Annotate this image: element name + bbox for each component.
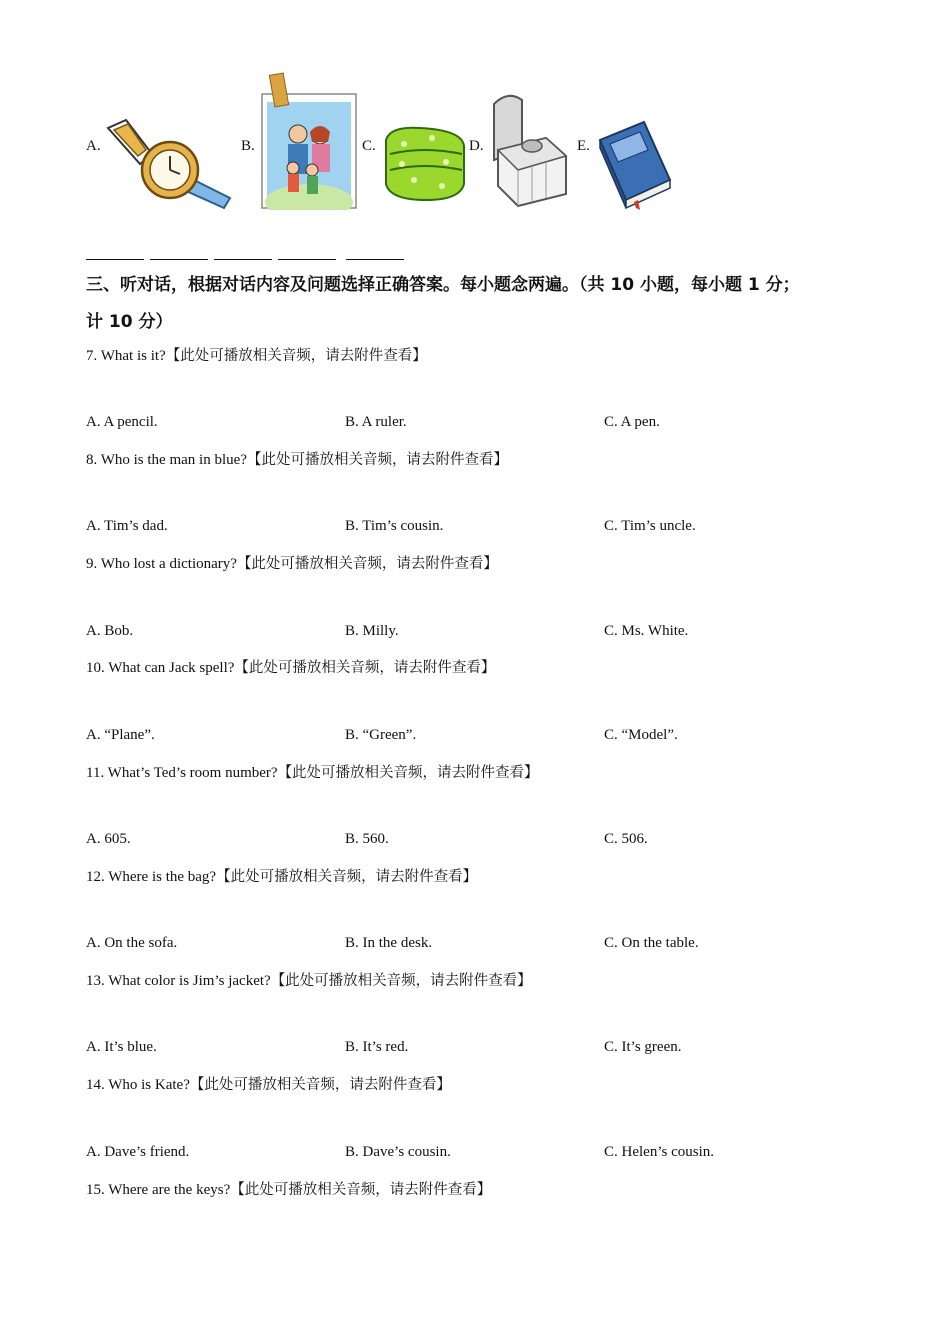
question-text: 15. Where are the keys? [86,1182,231,1198]
audio-note[interactable]: 【此处可播放相关音频，请去附件查看】 [277,765,539,781]
option-10a: A. “Plane”. [86,727,155,743]
bed-icon [488,90,570,208]
option-10c: C. “Model”. [604,727,678,743]
option-14a: A. Dave’s friend. [86,1144,190,1160]
picture-label-c: C. [362,138,376,154]
question-7 [86,344,427,365]
question-text: 12. Where is the bag? [86,869,217,885]
answer-blank-3[interactable] [214,253,272,260]
family-photo-icon [260,72,358,210]
option-7c: C. A pen. [604,414,660,430]
picture-label-d: D. [469,138,484,154]
question-text: 8. Who is the man in blue? [86,452,247,468]
option-13a: A. It’s blue. [86,1039,157,1055]
audio-note[interactable]: 【此处可播放相关音频，请去附件查看】 [230,1182,492,1198]
audio-note[interactable]: 【此处可播放相关音频，请去附件查看】 [270,973,532,989]
option-11c: C. 506. [604,831,648,847]
watch-icon [104,118,234,210]
question-15 [86,1178,491,1199]
option-9c: C. Ms. White. [604,623,689,639]
option-7b: B. A ruler. [345,414,407,430]
option-10b: B. “Green”. [345,727,417,743]
audio-note[interactable]: 【此处可播放相关音频，请去附件查看】 [189,1077,451,1093]
question-text: 13. What color is Jim’s jacket? [86,973,271,989]
option-12a: A. On the sofa. [86,935,178,951]
option-7a: A. A pencil. [86,414,158,430]
audio-note[interactable]: 【此处可播放相关音频，请去附件查看】 [165,348,427,364]
option-14c: C. Helen’s cousin. [604,1144,714,1160]
option-9b: B. Milly. [345,623,399,639]
option-13c: C. It’s green. [604,1039,682,1055]
question-text: 14. Who is Kate? [86,1077,190,1093]
question-11 [86,761,539,782]
picture-label-a: A. [86,138,101,154]
option-13b: B. It’s red. [345,1039,409,1055]
option-14b: B. Dave’s cousin. [345,1144,451,1160]
section-heading: 三、听对话，根据对话内容及问题选择正确答案。每小题念两遍。（共 10 小题，每小题 1 分； [86,275,800,295]
option-12c: C. On the table. [604,935,699,951]
question-text: 11. What’s Ted’s room number? [86,765,278,781]
option-8a: A. Tim’s dad. [86,518,168,534]
option-8b: B. Tim’s cousin. [345,518,444,534]
green-quilt-icon [380,124,470,204]
answer-blank-1[interactable] [86,253,144,260]
audio-note[interactable]: 【此处可播放相关音频，请去附件查看】 [236,556,498,572]
answer-blanks [86,248,410,265]
question-9 [86,552,498,573]
question-10 [86,656,495,677]
question-text: 9. Who lost a dictionary? [86,556,237,572]
question-12 [86,865,477,886]
question-8 [86,448,508,469]
question-text: 7. What is it? [86,348,166,364]
question-13 [86,969,532,990]
picture-label-b: B. [241,138,255,154]
audio-note[interactable]: 【此处可播放相关音频，请去附件查看】 [234,660,496,676]
option-11b: B. 560. [345,831,389,847]
answer-blank-5[interactable] [346,253,404,260]
book-icon [596,120,674,210]
option-12b: B. In the desk. [345,935,433,951]
question-text: 10. What can Jack spell? [86,660,235,676]
option-8c: C. Tim’s uncle. [604,518,696,534]
picture-label-e: E. [577,138,590,154]
answer-blank-2[interactable] [150,253,208,260]
answer-blank-4[interactable] [278,253,336,260]
audio-note[interactable]: 【此处可播放相关音频，请去附件查看】 [246,452,508,468]
option-11a: A. 605. [86,831,131,847]
section-heading-cont: 计 10 分） [86,312,173,332]
question-14 [86,1073,451,1094]
option-9a: A. Bob. [86,623,134,639]
audio-note[interactable]: 【此处可播放相关音频，请去附件查看】 [216,869,478,885]
